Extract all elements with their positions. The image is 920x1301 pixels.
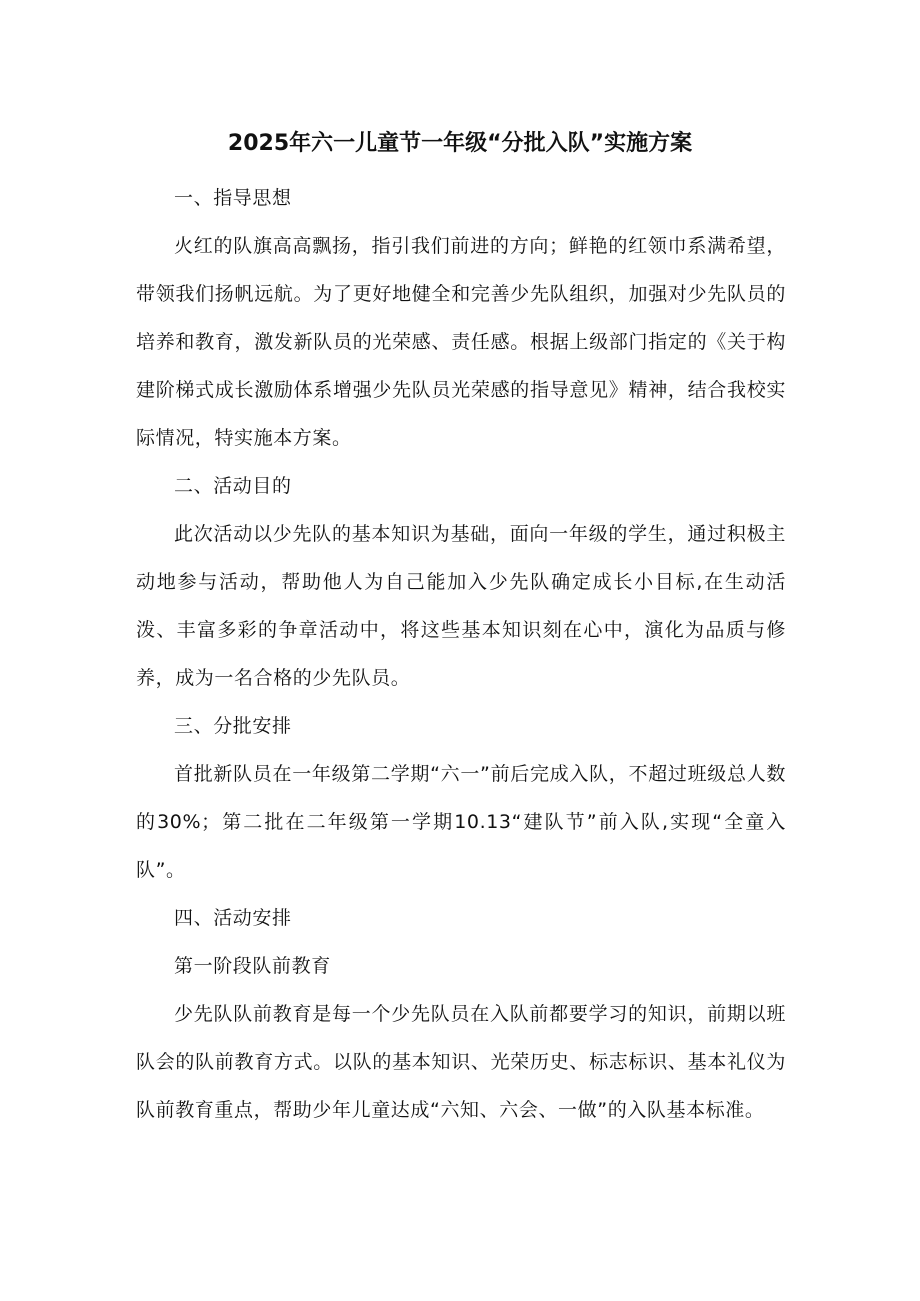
document-body <box>136 174 786 1134</box>
section-heading-activity-arrangement: 四、活动安排 <box>174 907 292 929</box>
section-heading-activity-purpose: 二、活动目的 <box>174 475 292 497</box>
section-paragraph-guiding-ideology: 火红的队旗高高飘扬，指引我们前进的方向；鲜艳的红领巾系满希望，带领我们扬帆远航。为了更好地健全和完善少先队组织，加强对少先队员的培养和教育，激发新队员的光荣感、责任感。根据上级部门指定的《关于构建阶梯式成长激励体系增强少先队员光荣感的指导意见》精神，结合我校实际情况，特实施本方案。 <box>136 235 786 449</box>
section-heading-batch-arrangement: 三、分批安排 <box>174 715 292 737</box>
document-title: 2025年六一儿童节一年级“分批入队”实施方案 <box>227 131 693 156</box>
section-heading-guiding-ideology: 一、指导思想 <box>174 187 292 209</box>
section-paragraph-stage-one: 少先队队前教育是每一个少先队员在入队前都要学习的知识，前期以班队会的队前教育方式。以队的基本知识、光荣历史、标志标识、基本礼仪为队前教育重点，帮助少年儿童达成“六知、六会、一做”的入队基本标准。 <box>136 1003 786 1121</box>
section-paragraph-batch-arrangement: 首批新队员在一年级第二学期“六一”前后完成入队，不超过班级总人数的30%；第二批在二年级第一学期10.13“建队节”前入队,实现“全童入队”。 <box>136 763 786 881</box>
section-paragraph-activity-purpose: 此次活动以少先队的基本知识为基础，面向一年级的学生，通过积极主动地参与活动，帮助他人为自己能加入少先队确定成长小目标,在生动活泼、丰富多彩的争章活动中，将这些基本知识刻在心中，演化为品质与修养，成为一名合格的少先队员。 <box>136 523 786 689</box>
section-heading-stage-one: 第一阶段队前教育 <box>174 955 331 977</box>
